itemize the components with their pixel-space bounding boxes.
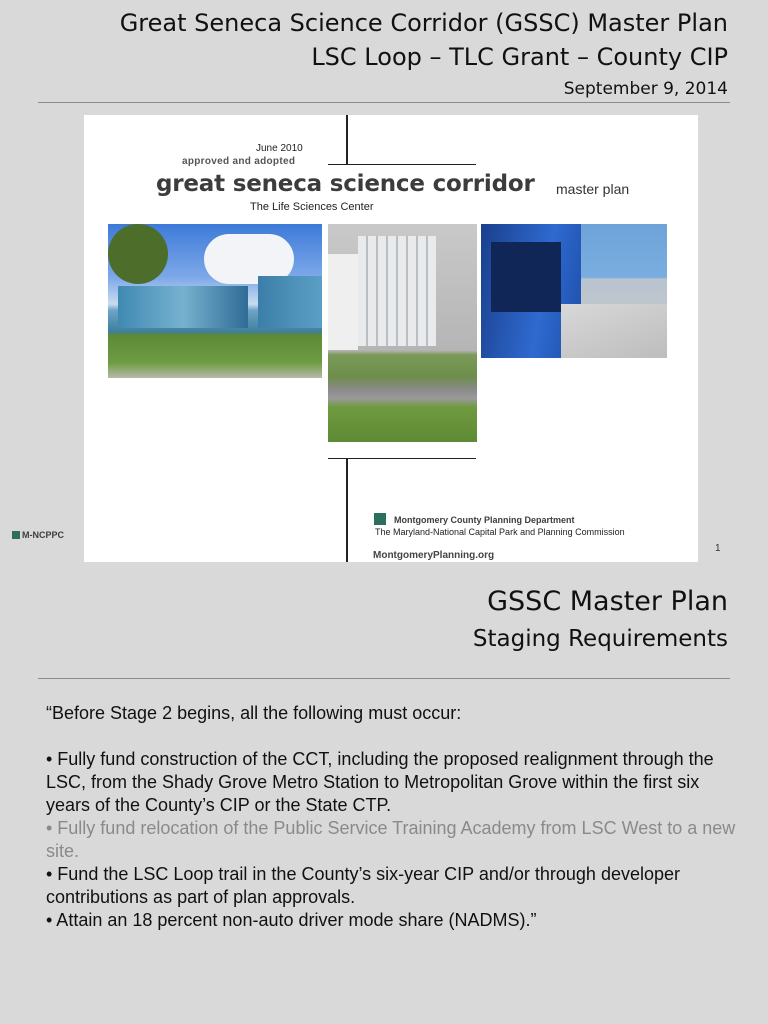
photo-transit bbox=[481, 224, 667, 358]
planning-logo-icon bbox=[374, 513, 386, 525]
mncppc-logo-text: M-NCPPC bbox=[22, 530, 64, 540]
slide2-title bbox=[473, 584, 728, 658]
cover-rule-bottom bbox=[328, 458, 476, 459]
cover-line-bottom bbox=[346, 458, 348, 562]
staging-bullet-3: • Fund the LSC Loop trail in the County’s six-year CIP and/or through developer contributions as part of plan approvals. bbox=[46, 864, 680, 907]
slide1-title-line2: LSC Loop – TLC Grant – County CIP bbox=[311, 43, 728, 71]
staging-requirements-text bbox=[46, 702, 746, 932]
staging-intro: “Before Stage 2 begins, all the following must occur: bbox=[46, 703, 462, 723]
cover-subtitle: The Life Sciences Center bbox=[250, 201, 374, 213]
cover-line-top bbox=[346, 115, 348, 165]
slide2-divider bbox=[38, 678, 730, 679]
slide1-title-line1: Great Seneca Science Corridor (GSSC) Master Plan bbox=[119, 9, 728, 37]
cover-department: Montgomery County Planning Department bbox=[394, 515, 575, 525]
mncppc-logo bbox=[12, 530, 64, 540]
staging-bullet-4: • Attain an 18 percent non-auto driver mode share (NADMS).” bbox=[46, 910, 537, 930]
slide2-title-main: GSSC Master Plan bbox=[487, 586, 728, 617]
cover-url: MontgomeryPlanning.org bbox=[373, 550, 495, 561]
photo-building bbox=[328, 224, 477, 442]
slide1-date: September 9, 2014 bbox=[563, 79, 728, 99]
slide2-subtitle: Staging Requirements bbox=[472, 626, 728, 652]
photo-campus bbox=[108, 224, 322, 378]
staging-bullet-1: • Fully fund construction of the CCT, including the proposed realignment through the LSC, from the Shady Grove Metro Station to Metropolitan Grove within the first six years of the County’s CIP or the State CTP. bbox=[46, 749, 714, 815]
slide1-title bbox=[120, 6, 728, 104]
cover-rule-top bbox=[328, 164, 476, 165]
page-number: 1 bbox=[715, 543, 721, 554]
cover-commission: The Maryland-National Capital Park and Planning Commission bbox=[375, 527, 625, 537]
cover-master-plan: master plan bbox=[556, 181, 630, 197]
mncppc-logo-icon bbox=[12, 531, 20, 539]
cover-approved: approved and adopted bbox=[182, 156, 296, 167]
staging-bullet-2: • Fully fund relocation of the Public Service Training Academy from LSC West to a new site. bbox=[46, 818, 736, 861]
cover-title: great seneca science corridor bbox=[156, 171, 535, 197]
cover-image bbox=[84, 115, 698, 562]
slide1-divider bbox=[38, 102, 730, 103]
cover-date: June 2010 bbox=[256, 143, 303, 154]
